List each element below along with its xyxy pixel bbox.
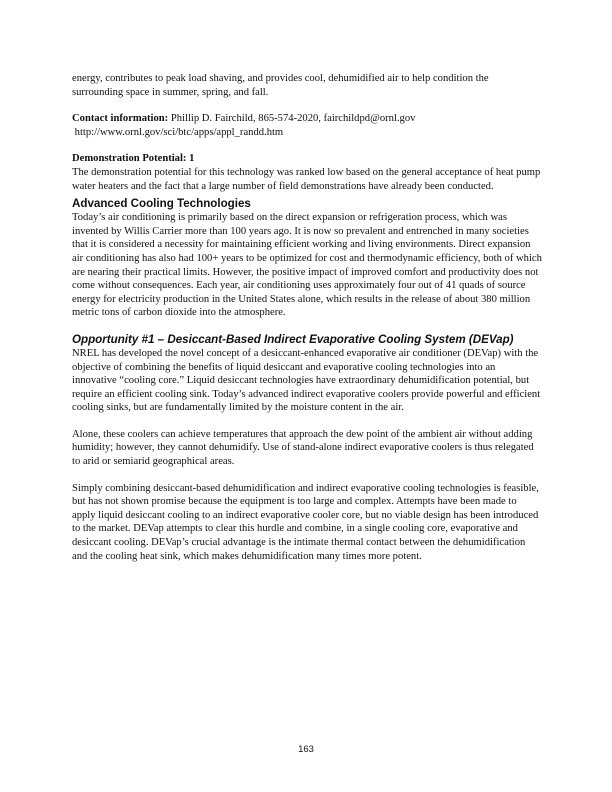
contact-details: Phillip D. Fairchild, 865-574-2020, fairchildpd@ornl.gov [168,113,416,125]
opportunity-paragraph-3: Simply combining desiccant-based dehumidification and indirect evaporative cooling technologies is feasible, but has not shown promise because the equipment is too large and complex. Attempts have been made to apply liquid desiccant cooling to an indirect evaporative cooler core, but no viable design has been introduced to the market. DEVap attempts to clear this hurdle and combine, in a single cooling core, evaporative and desiccant cooling. DEVap’s crucial advantage is the intimate thermal contact between the dehumidification and the cooling heat sink, which makes dehumidification many times more potent. [72,482,539,562]
advanced-cooling-paragraph: Today’s air conditioning is primarily based on the direct expansion or refrigeration process, which was invented by Willis Carrier more than 100 years ago. It is now so prevalent and entrenched in many societies that it is considered a necessity for maintaining efficient working and living environments. Direct expansion air conditioning has also had 100+ years to be optimized for cost and thermodynamic efficiency, both of which are nearing their practical limits. However, the positive impact of improved comfort and productivity does not come without consequences. Each year, air conditioning uses approximately four out of 41 quads of source energy for electricity production in the United States alone, which results in the release of about 380 million metric tons of carbon dioxide into the atmosphere. [72,212,542,319]
demonstration-heading: Demonstration Potential: 1 [72,153,195,165]
opportunity-paragraph-2: Alone, these coolers can achieve temperatures that approach the dew point of the ambient air without adding humidity; however, they cannot dehumidify. Use of stand-alone indirect evaporative coolers is thus relegated to arid or semiarid geographical areas. [72,428,534,468]
opportunity-heading: Opportunity #1 – Desiccant-Based Indirect Evaporative Cooling System (DEVap) [72,332,514,346]
opportunity-paragraph-1: NREL has developed the novel concept of a desiccant-enhanced evaporative air conditioner (DEVap) with the objective of combining the benefits of liquid desiccant and evaporative cooling technologies into an innovative “cooling core.” Liquid desiccant technologies have extraordinary dehumidification potential, but require an efficient cooling sink. Today’s advanced indirect evaporative coolers provide powerful and efficient cooling sinks, but are fundamentally limited by the moisture content in the air. [72,347,541,414]
page-content [72,72,542,563]
demonstration-paragraph: The demonstration potential for this technology was ranked low based on the general acceptance of heat pump water heaters and the fact that a large number of field demonstrations have already been conducted. [72,166,541,192]
page-number: 163 [298,744,314,755]
intro-paragraph: energy, contributes to peak load shaving, and provides cool, dehumidified air to help condition the surrounding space in summer, spring, and fall. [72,73,489,98]
contact-information [72,112,542,126]
contact-url[interactable] [72,126,542,140]
advanced-cooling-heading: Advanced Cooling Technologies [72,197,251,211]
contact-label: Contact information: [72,113,169,125]
contact-url-text[interactable]: http://www.ornl.gov/sci/btc/apps/appl_randd.htm [74,126,284,138]
